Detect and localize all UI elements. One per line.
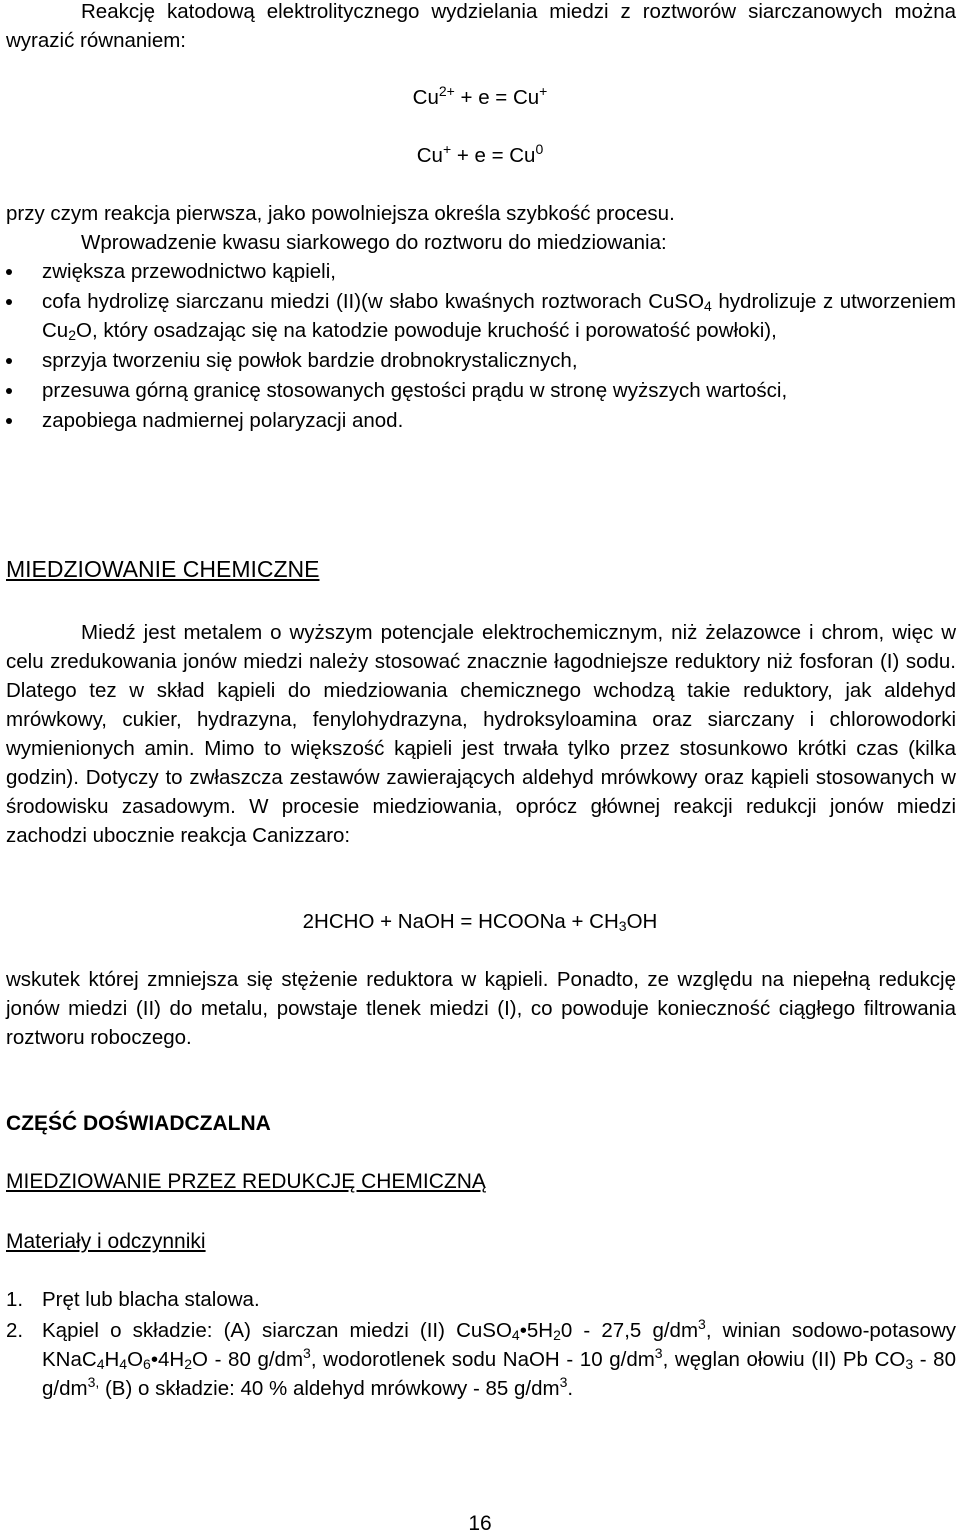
bullet-icon [6,418,12,424]
bullet-icon [6,299,12,305]
section-title-chemical-plating: MIEDZIOWANIE CHEMICZNE [6,556,320,582]
list-item: przesuwa górną granicę stosowanych gęstości prądu w stronę wyższych wartości, [0,376,956,405]
intro-text: Reakcję katodową elektrolitycznego wydzielania miedzi z roztworów siarczanowych można wyrazić równaniem: [6,0,956,52]
intro-paragraph [6,0,956,55]
acid-effects-list [0,257,956,436]
list-item: sprzyja tworzeniu się powłok bardzie drobnokrystalicznych, [0,346,956,375]
page-number: 16 [468,1512,492,1535]
acid-intro-text: Wprowadzenie kwasu siarkowego do roztworu do miedziowania: [81,231,667,254]
bullet-icon [6,269,12,275]
list-item: 1. Pręt lub blacha stalowa. [6,1288,260,1311]
list-item: 2. Kąpiel o składzie: (A) siarczan miedzi (II) $CuSO_4•5H_20 - 27,5$ $g/dm^3$, winian sodowo-potasowy $KNaC_4H_4O_6•4H_2O - 80$ $g/dm^3$, wodorotlenek sodu NaOH - 10 $g/dm^3$, węglan ołowiu (II) Pb $CO_3 - 80$ $g/dm^{3,}$ (B) o składzie: 40 % aldehyd mrówkowy - 85 $g/dm^3$. [6,1316,956,1400]
canizzaro-equation: 2HCHO + NaOH = HCOONa + $CH_3OH$ [302,910,658,934]
list-item: cofa hydrolizę siarczanu miedzi (II)(w słabo kwaśnych roztworach CuSO$_4$ hydrolizuje z utworzeniem $Cu_2O$, który osadzając się na katodzie powoduje kruchość i porowatość powłoki), [0,287,956,345]
subsection-title: MIEDZIOWANIE PRZEZ REDUKCJĘ CHEMICZNĄ [6,1170,486,1193]
equation-1: $Cu^{2+} + e = Cu^+$ [412,83,548,109]
section-title-experimental: CZĘŚĆ DOŚWIADCZALNA [6,1112,271,1135]
equation-2: $Cu^+ + e = Cu^0$ [416,141,544,167]
canizzaro-paragraph: wskutek której zmniejsza się stężenie reduktora w kąpieli. Ponadto, ze względu na niepełną redukcję jonów miedzi (II) do metalu, powstaje tlenek miedzi (I), co powoduje konieczność ciągłego filtrowania roztworu roboczego. [6,968,956,1049]
list-item: zapobiega nadmiernej polaryzacji anod. [0,406,956,435]
materials-list [0,1285,956,1405]
chemical-plating-paragraph: Miedź jest metalem o wyższym potencjale elektrochemicznym, niż żelazowce i chrom, więc w celu zredukowania jonów miedzi należy stosować znacznie łagodniejsze reduktory niż fosforan (I) sodu. Dlatego tez w skład kąpieli do miedziowania chemicznego wchodzą takie reduktory, jak aldehyd mrówkowy, cukier, hydrazyna, fenylohydrazyna, hydroksyloamina oraz siarczany i chlorowodorki wymienionych amin. Mimo to większość kąpieli jest trwała tylko przez stosunkowo krótki czas (kilka godzin). Dotyczy to zwłaszcza zestawów zawierających aldehyd mrówkowy oraz kąpieli stosowanych w środowisku zasadowym. W procesie miedziowania, oprócz głównej reakcji redukcji jonów miedzi zachodzi ubocznie reakcja Canizzaro: [6,621,956,847]
materials-title: Materiały i odczynniki [6,1230,206,1253]
bullet-icon [6,358,12,364]
after-equation-text: przy czym reakcja pierwsza, jako powolniejsza określa szybkość procesu. [6,202,675,225]
bullet-icon [6,388,12,394]
list-item: zwiększa przewodnictwo kąpieli, [0,257,956,286]
